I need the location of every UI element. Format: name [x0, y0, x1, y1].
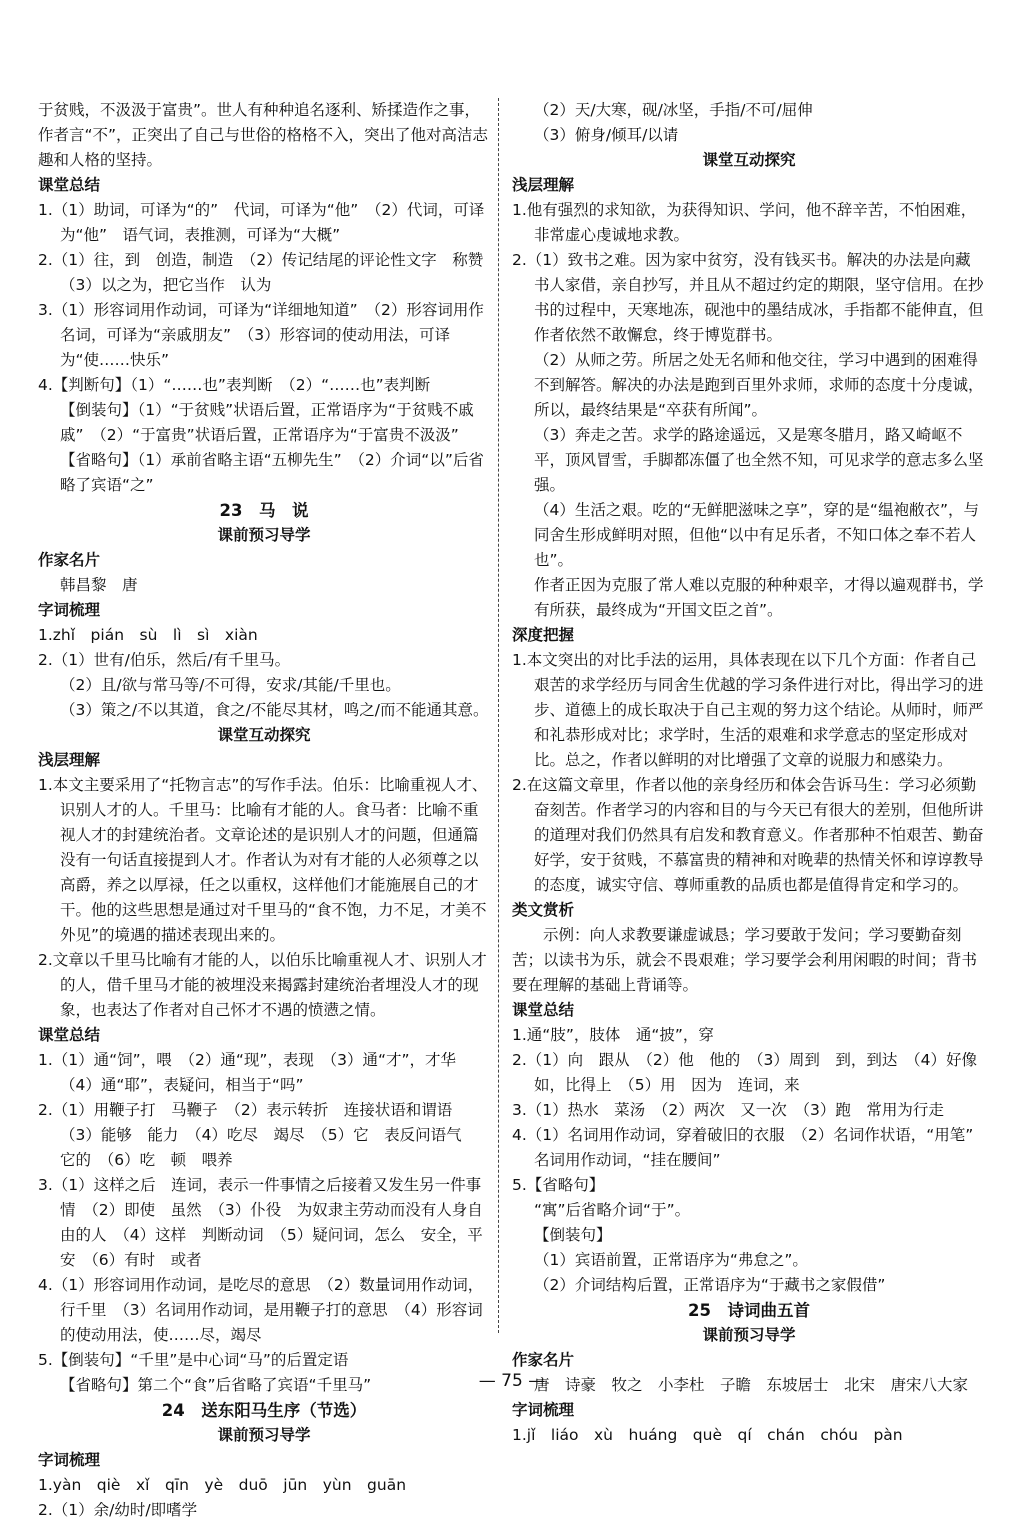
section-heading: 作家名片 [38, 551, 101, 569]
answer-line: 2.在这篇文章里，作者以他的亲身经历和体会告诉马生：学习必须勤奋刻苦。作者学习的内容和目的与今天已有很大的差别，但他所讲的道理对我们仍然具有启发和教育意义。作者那种不怕艰苦、勤奋好学，安于贫贱，不慕富贵的精神和对晚辈的热情关怀和谆谆教导的态度，诚实守信、尊师重教的品质也都是值得肯定和学习的。 [512, 776, 984, 894]
answer-line: 1.yàn qiè xǐ qīn yè duō jūn yùn guān [38, 1476, 407, 1494]
section-heading: 类文赏析 [512, 901, 575, 919]
answer-line: 2.（1）用鞭子打 马鞭子 （2）表示转折 连接状语和谓语 （3）能够 能力 （4）吃尽 竭尽 （5）它 表反问语气 它的 （6）吃 顿 喂养 [38, 1101, 478, 1169]
answer-line: 3.（1）这样之后 连词，表示一件事情之后接着又发生另一件事情 （2）即使 虽然 （3）仆役 为奴隶主劳动而没有人身自由的人 （4）这样 判断动词 （5）疑问词，怎么 安全，平安 （6）有时 或者 [38, 1176, 483, 1269]
answer-line: 4.（1）名词用作动词，穿着破旧的衣服 （2）名词作状语，“用笔” 名词用作动词，“挂在腰间” [512, 1126, 989, 1169]
answer-line: 1.zhǐ pián sù lì sì xiàn [38, 626, 258, 644]
answer-line: （1）宾语前置，正常语序为“弗怠之”。 [534, 1251, 808, 1269]
answer-line: 2.文章以千里马比喻有才能的人，以伯乐比喻重视人才、识别人才的人，借千里马才能的被埋没来揭露封建统治者埋没人才的现象，也表达了作者对自己怀才不遇的愤懑之情。 [38, 951, 487, 1019]
answer-line: 5.【倒装句】“千里”是中心词“马”的后置定语 [38, 1351, 349, 1369]
answer-line: 唐 诗豪 牧之 小李杜 子瞻 东坡居士 北宋 唐宋八大家 [534, 1376, 969, 1394]
answer-line: 1.（1）助词，可译为“的” 代词，可译为“他” （2）代词，可译为“他” 语气词，表推测，可译为“大概” [38, 201, 485, 244]
section-heading: 课堂总结 [512, 1001, 575, 1019]
answer-line: 【省略句】（1）承前省略主语“五柳先生” （2）介词“以”后省略了宾语“之” [60, 451, 484, 494]
answer-line: 4.（1）形容词用作动词，是吃尽的意思 （2）数量词用作动词，行千里 （3）名词用作动词，是用鞭子打的意思 （4）形容词的使动用法，使……尽，竭尽 [38, 1276, 484, 1344]
answer-line: 2.（1）余/幼时/即嗜学 [38, 1501, 198, 1519]
answer-line: 示例：向人求教要谦虚诚恳；学习要敢于发问；学习要勤奋刻苦；以读书为乐，就会不畏艰难；学习要学会利用闲暇的时间；背书要在理解的基础上背诵等。 [512, 926, 978, 994]
answer-line: （3）策之/不以其道，食之/不能尽其材，鸣之/而不能通其意。 [60, 701, 489, 719]
answer-line: （4）生活之艰。吃的“无鲜肥滋味之享”，穿的是“缊袍敝衣”，与同舍生形成鲜明对照，但他“以中有足乐者，不知口体之奉不若人也”。 [534, 501, 979, 569]
answer-line: （2）且/欲与常马等/不可得，安求/其能/千里也。 [60, 676, 401, 694]
section-heading: 字词梳理 [38, 1451, 101, 1469]
subsection-heading: 课前预习导学 [217, 526, 311, 544]
answer-line: 作者正因为克服了常人难以克服的种种艰辛，才得以遍观群书，学有所获，最终成为“开国文臣之首”。 [534, 576, 984, 619]
answer-line: 1.jǐ liáo xù huáng què qí chán chóu pàn [512, 1426, 903, 1444]
answer-line: 1.他有强烈的求知欲，为获得知识、学问，他不辞辛苦，不怕困难，非常虚心虔诚地求教。 [512, 201, 977, 244]
answer-line: 3.（1）热水 菜汤 （2）两次 又一次 （3）跑 常用为行走 [512, 1101, 944, 1119]
subsection-heading: 课前预习导学 [217, 1426, 311, 1444]
section-heading: 课堂总结 [38, 176, 101, 194]
section-heading: 浅层理解 [512, 176, 575, 194]
subsection-heading: 课堂互动探究 [702, 151, 796, 169]
answer-line: 2.（1）世有/伯乐，然后/有千里马。 [38, 651, 291, 669]
section-heading: 字词梳理 [38, 601, 101, 619]
answer-line: 3.（1）形容词用作动词，可译为“详细地知道” （2）形容词用作名词，可译为“亲戚朋友” （3）形容词的使动用法，可译为“使……快乐” [38, 301, 484, 369]
section-heading: 字词梳理 [512, 1401, 575, 1419]
answer-line: 【倒装句】 [534, 1226, 612, 1244]
answer-line: （3）俯身/倾耳/以请 [534, 126, 679, 144]
answer-line: “寓”后省略介词“于”。 [534, 1201, 691, 1219]
right-column [512, 98, 993, 1448]
lesson-title: 25 诗词曲五首 [688, 1301, 810, 1320]
answer-line: 2.（1）致书之难。因为家中贫穷，没有钱买书。解决的办法是向藏书人家借，亲自抄写，并且从不超过约定的期限，坚守信用。在抄书的过程中，天寒地冻，砚池中的墨结成冰，手指都不能伸直，但作者依然不敢懈怠，终于博览群书。 [512, 251, 984, 344]
answer-line: 1.本文突出的对比手法的运用，具体表现在以下几个方面：作者自己艰苦的求学经历与同舍生优越的学习条件进行对比，得出学习的进步、道德上的成长取决于自己主观的努力这个结论。从师时，师严和礼恭形成对比；求学时，生活的艰难和求学意志的坚定形成对比。总之，作者以鲜明的对比增强了文章的说服力和感染力。 [512, 651, 984, 769]
answer-line: （2）天/大寒，砚/冰坚，手指/不可/屈伸 [534, 101, 813, 119]
left-column [38, 98, 499, 1523]
lesson-title: 24 送东阳马生序（节选） [161, 1401, 367, 1420]
answer-line: 2.（1）向 跟从 （2）他 他的 （3）周到 到，到达 （4）好像 如，比得上 （5）用 因为 连词，来 [512, 1051, 993, 1094]
answer-line: 1.（1）通“饲”，喂 （2）通“现”，表现 （3）通“才”，才华 （4）通“耶”，表疑问，相当于“吗” [38, 1051, 472, 1094]
section-heading: 作家名片 [512, 1351, 575, 1369]
answer-line: 1.通“肢”，肢体 通“披”，穿 [512, 1026, 714, 1044]
section-heading: 浅层理解 [38, 751, 101, 769]
answer-line: （2）介词结构后置，正常语序为“于藏书之家假借” [534, 1276, 886, 1294]
section-heading: 课堂总结 [38, 1026, 101, 1044]
answer-line: 5.【省略句】 [512, 1176, 605, 1194]
answer-line: （3）奔走之苦。求学的路途遥远，又是寒冬腊月，路又崎岖不平，顶风冒雪，手脚都冻僵了也全然不知，可见求学的意志多么坚强。 [534, 426, 984, 494]
answer-line: 1.本文主要采用了“托物言志”的写作手法。伯乐：比喻重视人才、识别人才的人。千里马：比喻有才能的人。食马者：比喻不重视人才的封建统治者。文章论述的是识别人才的问题，但通篇没有一句话直接提到人才。作者认为对有才能的人必须尊之以高爵，养之以厚禄，任之以重权，这样他们才能施展自己的才干。他的这些思想是通过对千里马的“食不饱，力不足，才美不外见”的境遇的描述表现出来的。 [38, 776, 488, 944]
column-divider [498, 98, 499, 1333]
answer-line: 韩昌黎 唐 [60, 576, 138, 594]
lesson-title: 23 马 说 [219, 501, 309, 520]
answer-line: 于贫贱，不汲汲于富贵”。世人有种种追名逐利、矫揉造作之事，作者言“不”，正突出了自己与世俗的格格不入，突出了他对高洁志趣和人格的坚持。 [38, 101, 489, 169]
section-heading: 深度把握 [512, 626, 575, 644]
page-number: — 75 — [478, 1371, 546, 1391]
subsection-heading: 课前预习导学 [702, 1326, 796, 1344]
answer-line: （2）从师之劳。所居之处无名师和他交往，学习中遇到的困难得不到解答。解决的办法是跑到百里外求师，求师的态度十分虔诚，所以，最终结果是“卒获有所闻”。 [534, 351, 984, 419]
answer-line: 4.【判断句】（1）“……也”表判断 （2）“……也”表判断 [38, 376, 431, 394]
answer-line: 2.（1）往，到 创造，制造 （2）传记结尾的评论性文字 称赞 （3）以之为，把它当作 认为 [38, 251, 499, 294]
answer-line: 【倒装句】（1）“于贫贱”状语后置，正常语序为“于贫贱不戚戚” （2）“于富贵”状语后置，正常语序为“于富贵不汲汲” [60, 401, 474, 444]
subsection-heading: 课堂互动探究 [217, 726, 311, 744]
answer-line: 【省略句】第二个“食”后省略了宾语“千里马” [60, 1376, 372, 1394]
